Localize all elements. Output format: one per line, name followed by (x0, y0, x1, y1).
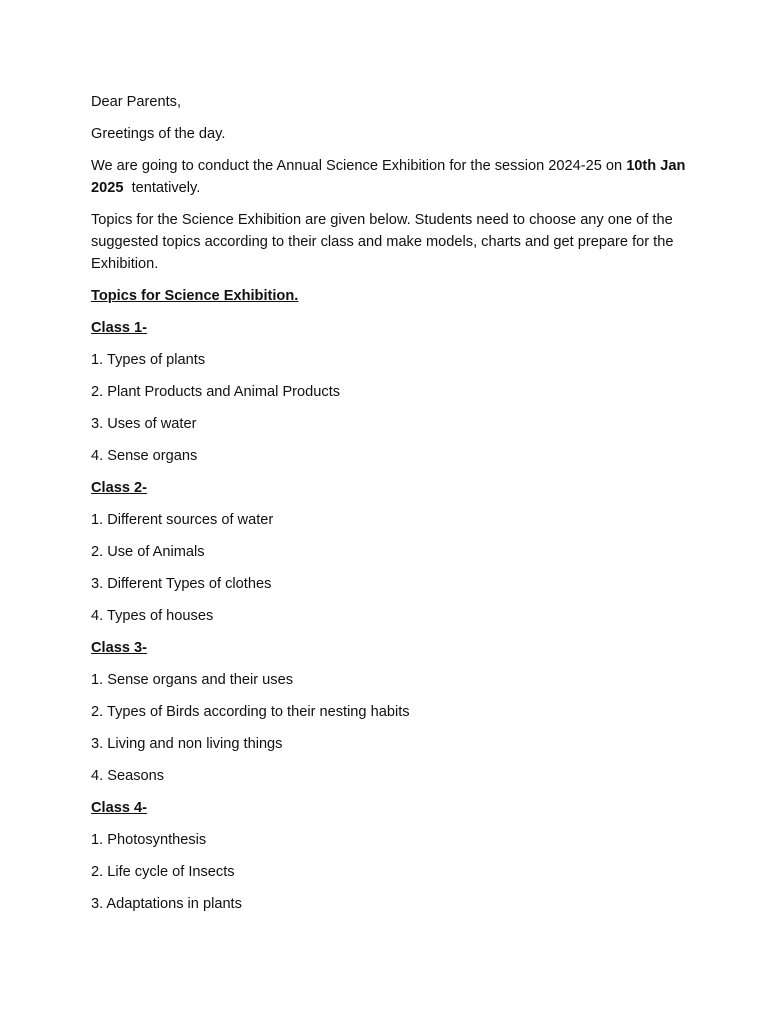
letter-page (91, 91, 691, 925)
list-item: 2. Life cycle of Insects (91, 864, 235, 880)
list-item: 1. Sense organs and their uses (91, 672, 294, 688)
list-item: 2. Types of Birds according to their nesting habits (91, 704, 410, 720)
topics-heading: Topics for Science Exhibition. (91, 288, 299, 304)
list-item: 1. Types of plants (91, 352, 206, 368)
class-2-heading: Class 2- (91, 480, 147, 496)
intro-paragraph (91, 155, 691, 199)
list-item: 3. Different Types of clothes (91, 576, 272, 592)
exhibition-date: 10th Jan 2025 (91, 158, 686, 196)
list-item: 1. Different sources of water (91, 512, 274, 528)
list-item: 4. Sense organs (91, 448, 198, 464)
greeting: Greetings of the day. (91, 126, 226, 142)
list-item: 3. Adaptations in plants (91, 896, 242, 912)
instructions-paragraph: Topics for the Science Exhibition are given below. Students need to choose any one of the suggested topics according to their class and make models, charts and get prepare for the Exhibition. (91, 212, 674, 272)
list-item: 3. Uses of water (91, 416, 197, 432)
list-item: 3. Living and non living things (91, 736, 283, 752)
list-item: 1. Photosynthesis (91, 832, 207, 848)
class-3-heading: Class 3- (91, 640, 147, 656)
intro-text: We are going to conduct the Annual Science Exhibition for the session 2024-25 on (91, 158, 627, 174)
class-4-heading: Class 4- (91, 800, 147, 816)
list-item: 2. Plant Products and Animal Products (91, 384, 341, 400)
list-item: 4. Types of houses (91, 608, 214, 624)
intro-text-end: tentatively. (123, 180, 201, 196)
list-item: 4. Seasons (91, 768, 165, 784)
list-item: 2. Use of Animals (91, 544, 205, 560)
salutation: Dear Parents, (91, 94, 182, 110)
class-1-heading: Class 1- (91, 320, 147, 336)
